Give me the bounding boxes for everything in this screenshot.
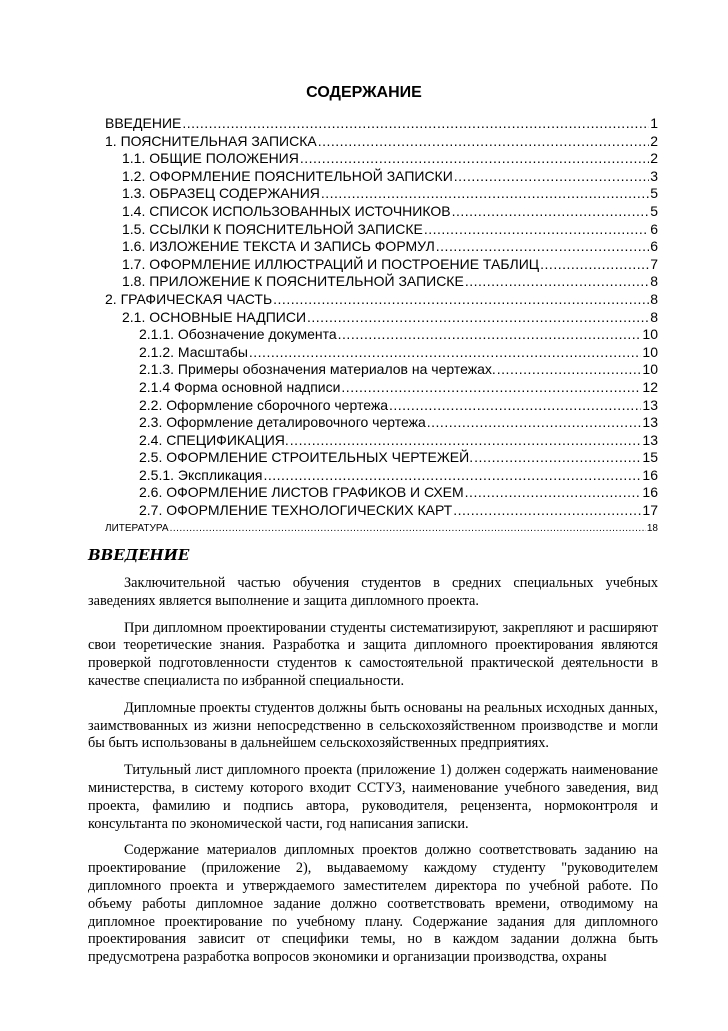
toc-leader-dots (389, 397, 641, 415)
toc-entry-label: 2. ГРАФИЧЕСКАЯ ЧАСТЬ (105, 290, 273, 307)
toc-leader-dots (290, 432, 642, 450)
toc-entry-page: 2 (650, 132, 658, 149)
toc-entry-page: 13 (642, 414, 658, 431)
paragraph: При дипломном проектировании студенты систематизируют, закрепляют и расширяют свои теоретические знания. Разработка и защита дипломного проектирования являются проверкой подготовленности студентов к самостоятельной практической деятельности в качестве специалиста по избранной специальности. (88, 619, 658, 689)
toc-entry-label: 2.5. ОФОРМЛЕНИЕ СТРОИТЕЛЬНЫХ ЧЕРТЕЖЕЙ. (139, 449, 474, 466)
toc-entry-page: 2 (650, 150, 658, 167)
toc-entry-introduction[interactable] (0, 115, 728, 133)
toc-entry-page: 12 (642, 378, 658, 395)
paragraph: Содержание материалов дипломных проектов должно соответствовать заданию на проектирование (приложение 2), выдаваемому каждому студенту "руководителем дипломного проекта и утверждаемого заместителем директора по учебной работе. По объему работы дипломное задание должно соответствовать времени, отводимому на дипломное проектирование по учебному плану. Содержание задания для дипломного проектирования зависит от специфики темы, но в каждом задании должна быть предусмотрена разработка вопросов экономики и организации производства, охраны (88, 842, 658, 966)
toc-title: СОДЕРЖАНИЕ (306, 84, 422, 101)
toc-entry-explanatory-note[interactable] (0, 133, 728, 151)
toc-leader-dots (427, 414, 642, 432)
toc-entry-page: 5 (650, 202, 658, 219)
toc-leader-dots (453, 502, 641, 520)
toc-entry-1-4[interactable] (0, 203, 728, 221)
toc-entry-label: 1.6. ИЗЛОЖЕНИЕ ТЕКСТА И ЗАПИСЬ ФОРМУЛ (122, 238, 435, 255)
toc-entry-label: 2.1.4 Форма основной надписи (139, 378, 341, 395)
toc-entry-2-6[interactable] (0, 484, 728, 502)
toc-entry-label: 2.3. Оформление деталировочного чертежа (139, 414, 426, 431)
toc-entry-page: 6 (650, 238, 658, 255)
toc-leader-dots (321, 185, 649, 203)
toc-leader-dots (338, 326, 642, 344)
toc-leader-dots (263, 467, 641, 485)
toc-entry-page: 15 (642, 449, 658, 466)
toc-entry-page: 7 (650, 255, 658, 272)
toc-entry-label: 1.1. ОБЩИЕ ПОЛОЖЕНИЯ (122, 150, 299, 167)
toc-entry-label: ВВЕДЕНИЕ (105, 115, 182, 131)
toc-entry-label: 2.1.3. Примеры обозначения материалов на чертежах. (139, 361, 496, 378)
toc-entry-label: ЛИТЕРАТУРА (105, 522, 169, 534)
toc-entry-page: 17 (642, 502, 658, 519)
toc-entry-page: 16 (642, 466, 658, 483)
toc-leader-dots (249, 344, 642, 362)
toc-entry-page: 8 (650, 290, 658, 307)
introduction-body (88, 575, 658, 976)
toc-entry-label: 2.7. ОФОРМЛЕНИЕ ТЕХНОЛОГИЧЕСКИХ КАРТ (139, 502, 453, 519)
section-heading-introduction: ВВЕДЕНИЕ (88, 546, 190, 564)
toc-entry-page: 10 (642, 361, 658, 378)
toc-leader-dots (540, 256, 649, 274)
toc-entry-2-5[interactable] (0, 449, 728, 467)
toc-entry-page: 8 (650, 273, 658, 290)
table-of-contents (0, 115, 728, 537)
toc-entry-page: 10 (642, 326, 658, 343)
toc-entry-page: 6 (650, 220, 658, 237)
toc-leader-dots (170, 520, 646, 538)
toc-leader-dots (424, 221, 649, 239)
toc-leader-dots (341, 379, 641, 397)
toc-entry-2-1-3[interactable] (0, 361, 728, 379)
toc-entry-label: 2.5.1. Экспликация (139, 466, 263, 483)
toc-leader-dots (318, 133, 650, 151)
toc-entry-2-5-1[interactable] (0, 467, 728, 485)
toc-entry-1-3[interactable] (0, 185, 728, 203)
toc-entry-2-1-1[interactable] (0, 326, 728, 344)
toc-entry-label: 2.1.1. Обозначение документа (139, 326, 337, 343)
toc-entry-label: 1.7. ОФОРМЛЕНИЕ ИЛЛЮСТРАЦИЙ И ПОСТРОЕНИЕ ТАБЛИЦ (122, 255, 540, 272)
toc-leader-dots (454, 168, 649, 186)
toc-entry-page: 13 (642, 431, 658, 448)
toc-entry-1-7[interactable] (0, 256, 728, 274)
toc-entry-label: 1.8. ПРИЛОЖЕНИЕ К ПОЯСНИТЕЛЬНОЙ ЗАПИСКЕ (122, 273, 464, 290)
toc-leader-dots (465, 484, 642, 502)
toc-entry-label: 1.3. ОБРАЗЕЦ СОДЕРЖАНИЯ (122, 185, 320, 202)
toc-entry-label: 1. ПОЯСНИТЕЛЬНАЯ ЗАПИСКА (105, 132, 317, 149)
toc-entry-2-7[interactable] (0, 502, 728, 520)
toc-leader-dots (497, 361, 642, 379)
paragraph: Титульный лист дипломного проекта (приложение 1) должен содержать наименование министерства, в систему которого входит ССТУЗ, наименование учебного заведения, вид проекта, фамилию и подпись автора, руководителя, рецензента, нормоконтроля и консультанта по экономической части, год написания записки. (88, 762, 658, 832)
toc-leader-dots (452, 203, 650, 221)
toc-entry-page: 8 (650, 308, 658, 325)
toc-entry-2-2[interactable] (0, 397, 728, 415)
toc-leader-dots (182, 115, 649, 133)
toc-entry-page: 18 (646, 522, 658, 534)
toc-entry-label: 2.1. ОСНОВНЫЕ НАДПИСИ (122, 308, 307, 325)
toc-entry-label: 2.1.2. Масштабы (139, 343, 248, 360)
toc-entry-graphic-part[interactable] (0, 291, 728, 309)
toc-entry-page: 1 (650, 115, 658, 131)
toc-leader-dots (300, 150, 649, 168)
toc-leader-dots (436, 238, 649, 256)
toc-leader-dots (273, 291, 649, 309)
toc-entry-literature[interactable] (0, 520, 728, 538)
paragraph: Заключительной частью обучения студентов в средних специальных учебных заведениях является выполнение и защита дипломного проекта. (88, 575, 658, 609)
toc-entry-page: 5 (650, 185, 658, 202)
toc-entry-label: 2.6. ОФОРМЛЕНИЕ ЛИСТОВ ГРАФИКОВ И СХЕМ (139, 484, 464, 501)
toc-entry-page: 16 (642, 484, 658, 501)
toc-entry-label: 1.2. ОФОРМЛЕНИЕ ПОЯСНИТЕЛЬНОЙ ЗАПИСКИ (122, 167, 453, 184)
toc-leader-dots (474, 449, 641, 467)
toc-leader-dots (465, 273, 649, 291)
toc-entry-label: 2.4. СПЕЦИФИКАЦИЯ. (139, 431, 289, 448)
toc-entry-1-2[interactable] (0, 168, 728, 186)
toc-entry-page: 3 (650, 167, 658, 184)
toc-entry-page: 13 (642, 396, 658, 413)
toc-entry-1-5[interactable] (0, 221, 728, 239)
toc-entry-2-3[interactable] (0, 414, 728, 432)
toc-entry-2-1-2[interactable] (0, 344, 728, 362)
toc-entry-1-1[interactable] (0, 150, 728, 168)
toc-entry-label: 2.2. Оформление сборочного чертежа (139, 396, 388, 413)
toc-entry-2-1[interactable] (0, 309, 728, 327)
toc-entry-2-1-4[interactable] (0, 379, 728, 397)
paragraph: Дипломные проекты студентов должны быть основаны на реальных исходных данных, заимствованных из жизни непосредственно в сельскохозяйственном производстве и могли бы быть использованы в дальнейшем сельскохозяйственных предприятиях. (88, 699, 658, 752)
toc-leader-dots (307, 309, 649, 327)
toc-entry-2-4[interactable] (0, 432, 728, 450)
toc-entry-label: 1.4. СПИСОК ИСПОЛЬЗОВАННЫХ ИСТОЧНИКОВ (122, 202, 451, 219)
toc-entry-1-8[interactable] (0, 273, 728, 291)
toc-entry-label: 1.5. ССЫЛКИ К ПОЯСНИТЕЛЬНОЙ ЗАПИСКЕ (122, 220, 423, 237)
toc-entry-page: 10 (642, 343, 658, 360)
toc-entry-1-6[interactable] (0, 238, 728, 256)
